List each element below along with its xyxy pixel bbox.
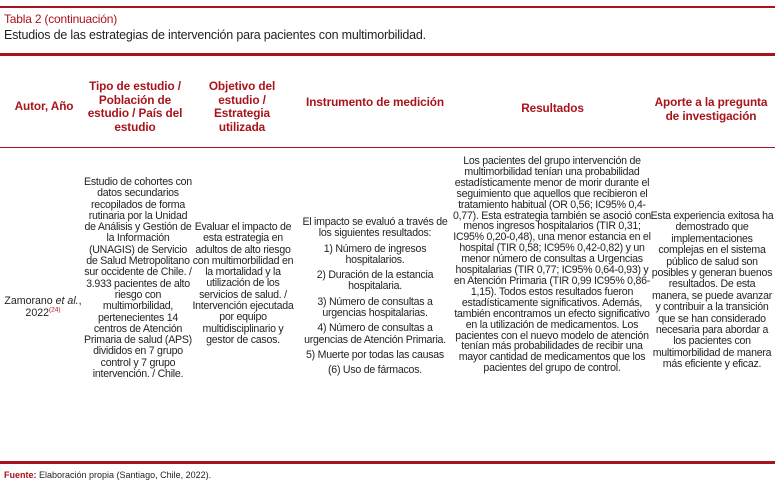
author-year: Zamorano et al., 2022$^{(24)}$ [4,295,82,319]
header-results: Resultados [521,101,584,115]
instrument-cell [298,217,452,377]
instrument-item: 2) Duración de la estancia hospitalaria. [316,269,434,293]
instrument-item: 4) Número de consultas a urgencias de Atención Primaria. [304,322,446,346]
instrument-item: 5) Muerte por todas las causas [306,348,444,361]
top-rule [0,6,775,8]
author-etal: et al. [55,295,79,307]
contribution-cell: Esta experiencia exitosa ha demostrado que implementaciones complejas en el sistema público de salud son posibles y generan buenos resultados. De esta manera, se puede avanzar y contribuir a la transición que se han considerado necesaria para abordar a los pacientes con multimorbilidad de manera más eficiente y eficaz. [650,210,774,371]
author-name: Zamorano [4,295,56,307]
source-text: Elaboración propia (Santiago, Chile, 2022). [36,470,212,480]
table-title: Estudios de las estrategias de intervención para pacientes con multimorbilidad. [4,28,426,42]
instrument-item: 3) Número de consultas a urgencias hospitalarias. [317,295,433,320]
header-study-type: Tipo de estudio / Población de estudio / País del estudio [87,79,183,134]
objective-cell: Evaluar el impacto de esta estrategia en adultos de alto riesgo con multimorbilidad en la mortalidad y la utilización de los servicios de salud. / Intervención ejecutada por equipo multidisciplinario y gestor de casos. [192,221,294,346]
instrument-item: 1) Número de ingresos hospitalarios. [323,242,427,266]
table-bottom-rule [0,461,775,464]
instrument-item: (6) Uso de fármacos. [328,364,422,377]
study-type-cell: Estudio de cohortes con datos secundarios recopilados de forma rutinaria por la Unidad de Análisis y Gestión de la Información (UNAGIS) de Servicio de Salud Metropolitano sur occidente de Chile. / 3.933 pacientes de alto riesgo con multimorbilidad, pertenecientes 14 centros de Atención Primaria de salud (APS) divididos en 7 grupo control y 7 grupo intervención. / Chile. [84,176,192,381]
instrument-intro: El impacto se evaluó a través de los siguientes resultados: [302,216,448,240]
source-note [4,470,211,480]
source-label: Fuente: [4,470,37,480]
header-instrument: Instrumento de medición [306,95,444,109]
author-year-value: 2022 [25,307,49,319]
header-author: Autor, Año [14,99,74,113]
table-caption: Tabla 2 (continuación) [4,12,118,26]
header-contribution: Aporte a la pregunta de investigación [654,95,768,123]
header-objective: Objetivo del estudio / Estrategia utilizada [208,79,276,134]
header-bottom-rule [0,147,775,148]
results-cell: Los pacientes del grupo intervención de multimorbilidad tenían una probabilidad estadísticamente menor de morir durante el seguimiento que aquellos que recibieron el tratamiento habitual (OR 0,56; IC95% 0,4-0,77). Esta estrategia también se asoció con menos ingresos hospitalarios (TIR 0,31; IC95% 0,20-0,48), una menor estancia en el hospital (TIR 0,58; IC95% 0,42-0,82) y un menor número de consultas a Urgencias hospitalarias (TIR 0,77; IC95% 0,64-0,93) y en Atención Primaria (TIR 0,99 IC95% 0,86-1,15). Todos estos resultados fueron estadísticamente significativos. Además, también encontramos un efecto significativo en la utilización de medicamentos. Los pacientes con el nuevo modelo de atención tenían más probabilidades de recibir una mayor cantidad de medicamentos que los pacientes del grupo de control. [452,155,652,375]
header-top-rule [0,53,775,56]
author-reference: (24) [49,306,61,314]
